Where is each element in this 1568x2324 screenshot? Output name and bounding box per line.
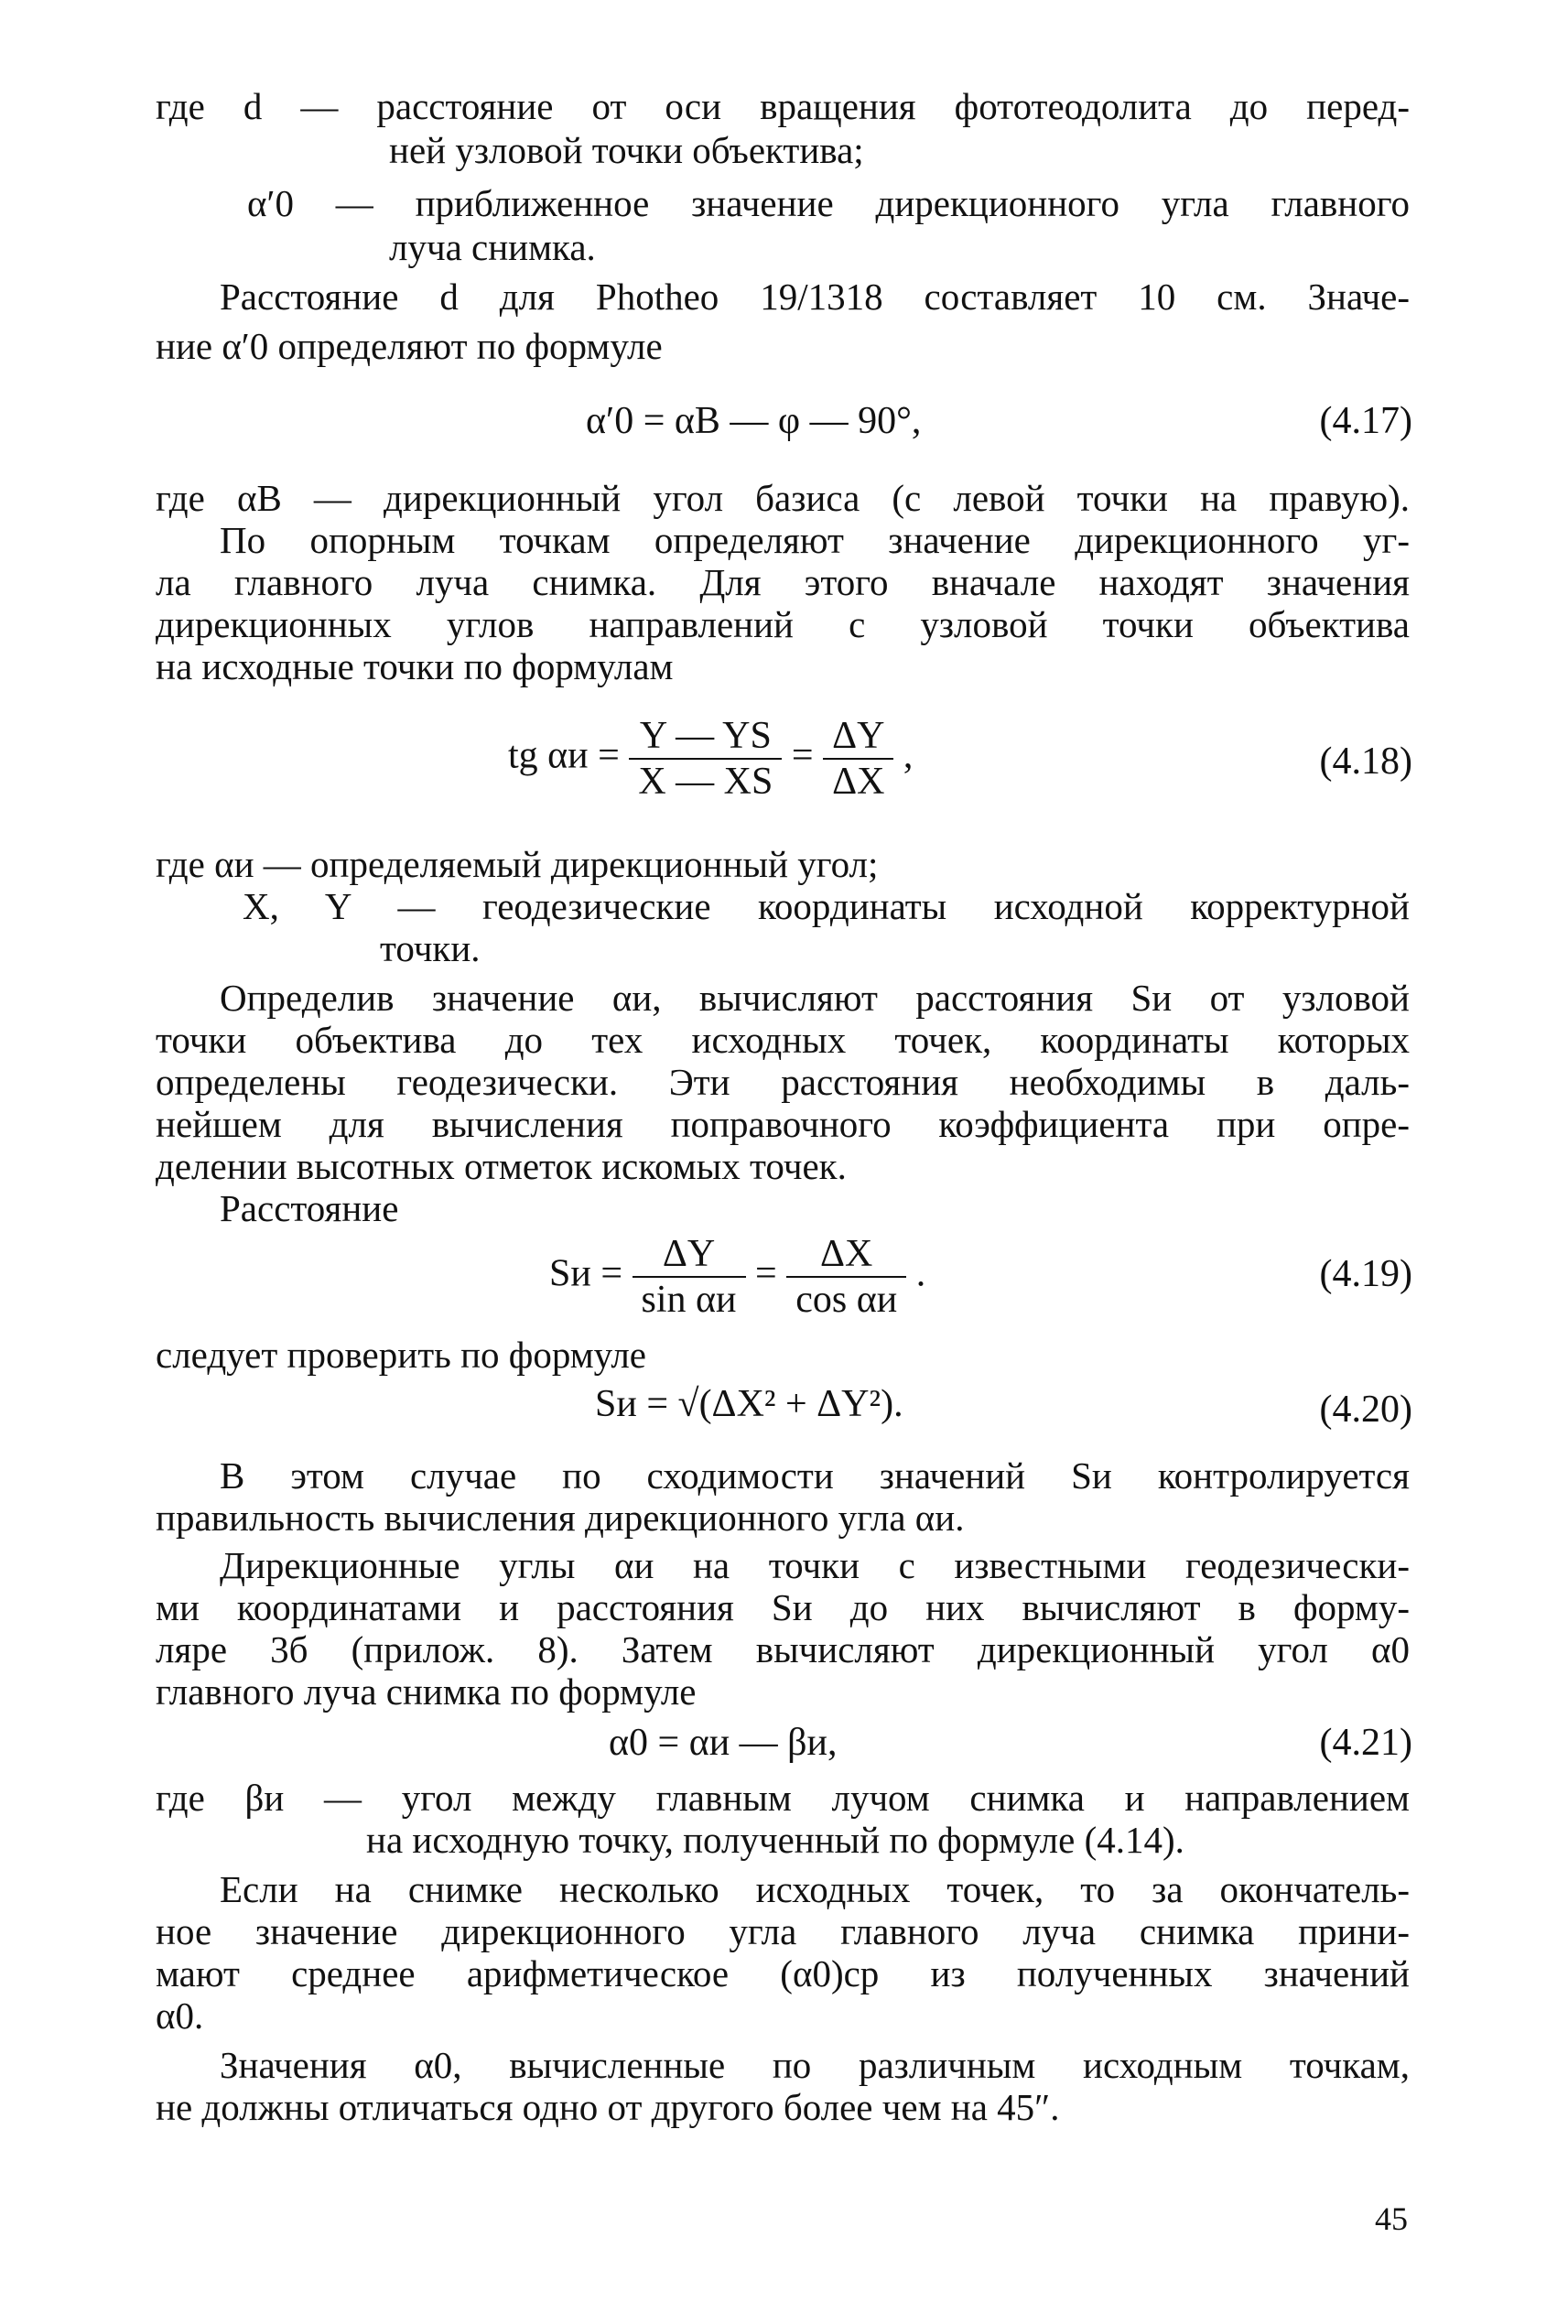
- formula-4-18: [508, 714, 913, 804]
- numerator: ΔY: [823, 714, 893, 760]
- text-line: ла главного луча снимка. Для этого вначале находят значения: [156, 561, 1410, 603]
- text-line: По опорным точкам определяют значение дирекционного уг-: [220, 519, 1410, 561]
- text-line: на исходную точку, полученный по формуле (4.14).: [366, 1819, 1184, 1861]
- text-line: где αB — дирекционный угол базиса (с левой точки на правую).: [156, 477, 1410, 519]
- text-line: ние α′0 определяют по формуле: [156, 325, 663, 367]
- equation-number: (4.19): [1319, 1253, 1412, 1295]
- fraction: [633, 1232, 746, 1322]
- text-line: главного луча снимка по формуле: [156, 1670, 697, 1713]
- denominator: cos αи: [795, 1279, 898, 1321]
- numerator: ΔX: [786, 1232, 906, 1278]
- fraction: [786, 1232, 906, 1322]
- formula-lhs: tg αи =: [508, 734, 620, 777]
- text-line: где βи — угол между главным лучом снимка и направлением: [156, 1777, 1410, 1819]
- text-line: Расстояние d для Photheo 19/1318 составляет 10 см. Значе-: [220, 276, 1410, 318]
- text-line: точки.: [380, 927, 481, 969]
- text-line: Расстояние: [220, 1187, 399, 1229]
- text-line: делении высотных отметок искомых точек.: [156, 1145, 847, 1187]
- text-line: не должны отличаться одно от другого более чем на 45″.: [156, 2086, 1060, 2128]
- denominator: ΔX: [832, 761, 885, 803]
- formula-4-21: α0 = αи — βи,: [609, 1722, 838, 1764]
- text-line: луча снимка.: [389, 226, 596, 268]
- equation-number: (4.20): [1319, 1389, 1412, 1431]
- period: .: [915, 1252, 926, 1295]
- text-line: α′0 — приближенное значение дирекционного угла главного: [247, 182, 1410, 224]
- text-line: где αи — определяемый дирекционный угол;: [156, 843, 879, 885]
- numerator: ΔY: [633, 1232, 746, 1278]
- denominator: X — XS: [638, 761, 773, 803]
- text-line: ней узловой точки объектива;: [389, 129, 864, 171]
- page-number: 45: [1375, 2200, 1408, 2237]
- formula-4-17: α′0 = αB — φ — 90°,: [586, 400, 922, 442]
- text-line: ное значение дирекционного угла главного луча снимка прини-: [156, 1910, 1410, 1952]
- text-line: ляре 3б (прилож. 8). Затем вычисляют дирекционный угол α0: [156, 1628, 1410, 1670]
- formula-4-19: [549, 1232, 925, 1322]
- text-line: X, Y — геодезические координаты исходной корректурной: [243, 885, 1410, 927]
- text-line: мают среднее арифметическое (α0)ср из полученных значений: [156, 1952, 1410, 1994]
- text-line: правильность вычисления дирекционного угла αи.: [156, 1497, 965, 1539]
- text-line: Дирекционные углы αи на точки с известными геодезически-: [220, 1544, 1410, 1586]
- text-line: следует проверить по формуле: [156, 1334, 647, 1376]
- equals-sign: =: [755, 1252, 777, 1295]
- text-line: ми координатами и расстояния Sи до них вычисляют в форму-: [156, 1586, 1410, 1628]
- formula-lhs: Sи =: [549, 1252, 623, 1295]
- equation-number: (4.18): [1319, 740, 1412, 783]
- equation-number: (4.21): [1319, 1722, 1412, 1764]
- text-line: нейшем для вычисления поправочного коэффициента при опре-: [156, 1103, 1410, 1145]
- text-line: Значения α0, вычисленные по различным исходным точкам,: [220, 2044, 1410, 2086]
- text-line: α0.: [156, 1994, 204, 2037]
- text-line: Если на снимке несколько исходных точек, то за окончатель-: [220, 1868, 1410, 1910]
- text-line: точки объектива до тех исходных точек, координаты которых: [156, 1019, 1410, 1061]
- comma: ,: [903, 734, 914, 777]
- fraction: [629, 714, 782, 804]
- text-line: В этом случае по сходимости значений Sи контролируется: [220, 1454, 1410, 1497]
- text-line: на исходные точки по формулам: [156, 645, 674, 687]
- denominator: sin αи: [641, 1279, 737, 1321]
- text-line: определены геодезически. Эти расстояния необходимы в даль-: [156, 1061, 1410, 1103]
- text-line: дирекционных углов направлений с узловой точки объектива: [156, 603, 1410, 645]
- fraction: [823, 714, 893, 804]
- numerator: Y — YS: [629, 714, 782, 760]
- equation-number: (4.17): [1319, 400, 1412, 442]
- text-line: где d — расстояние от оси вращения фототеодолита до перед-: [156, 85, 1410, 127]
- text-line: Определив значение αи, вычисляют расстояния Sи от узловой: [220, 977, 1410, 1019]
- equals-sign: =: [791, 734, 814, 777]
- formula-4-20: Sи = √(ΔX² + ΔY²).: [595, 1383, 903, 1425]
